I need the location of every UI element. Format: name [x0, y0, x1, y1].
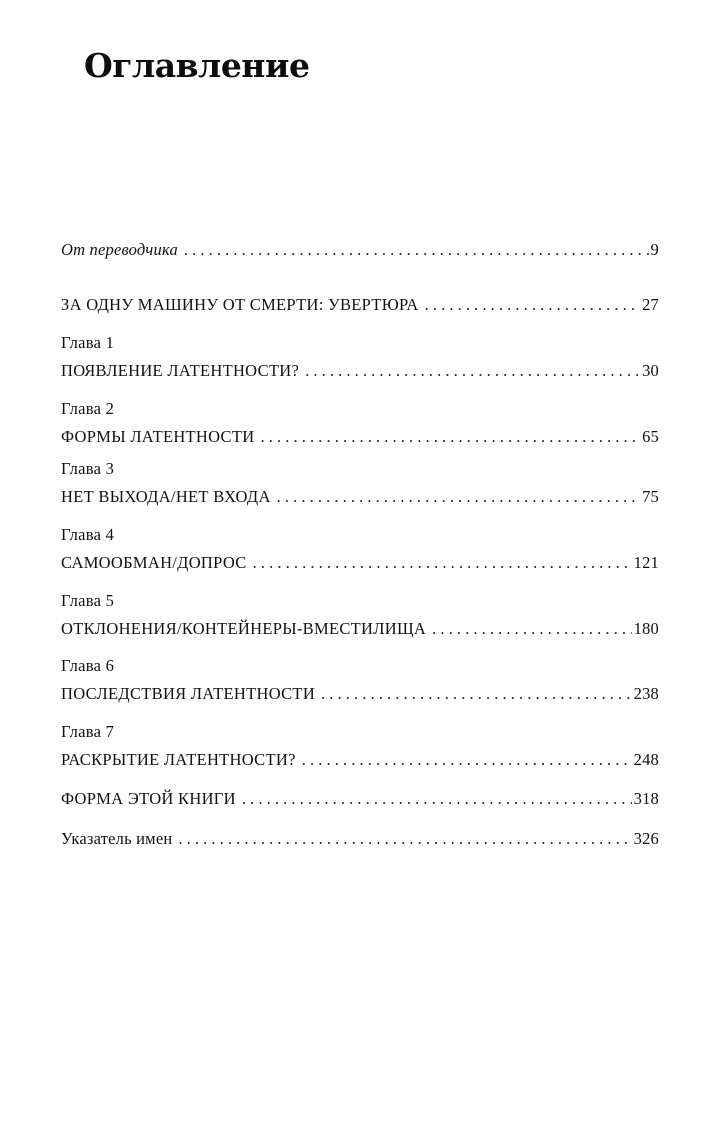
chapter-label-1: Глава 1: [61, 333, 115, 352]
toc-entry-title: ЗА ОДНУ МАШИНУ ОТ СМЕРТИ: УВЕРТЮРА: [61, 295, 419, 314]
table-of-contents: [61, 0, 659, 1123]
toc-page-number: 238: [633, 684, 659, 703]
toc-page-number: 65: [642, 427, 659, 446]
chapter-label-5: Глава 5: [61, 591, 115, 610]
dot-leader: [425, 293, 641, 317]
page-title: Оглавление: [84, 46, 310, 85]
dot-leader: [302, 748, 632, 772]
toc-page-number: 248: [633, 750, 659, 769]
toc-entry-title: ОТКЛОНЕНИЯ/КОНТЕЙНЕРЫ-ВМЕСТИЛИЩА: [61, 619, 427, 638]
toc-entry-chapter-3[interactable]: [61, 485, 659, 509]
toc-entry-index[interactable]: [61, 827, 659, 851]
dot-leader: [178, 827, 631, 851]
toc-entry-title: ПОСЛЕДСТВИЯ ЛАТЕНТНОСТИ: [61, 684, 316, 703]
toc-entry-title: От переводчика: [61, 240, 178, 259]
toc-entry-book-form[interactable]: [61, 787, 659, 811]
toc-entry-chapter-5[interactable]: [61, 617, 659, 641]
toc-entry-overture[interactable]: [61, 293, 659, 317]
toc-entry-title: САМООБМАН/ДОПРОС: [61, 553, 247, 572]
toc-entry-title: НЕТ ВЫХОДА/НЕТ ВХОДА: [61, 487, 271, 506]
dot-leader: [260, 425, 640, 449]
dot-leader: [305, 359, 640, 383]
toc-page-number: 326: [633, 829, 659, 848]
chapter-label-4: Глава 4: [61, 525, 115, 544]
dot-leader: [253, 551, 632, 575]
toc-page-number: 318: [633, 789, 659, 808]
dot-leader: [277, 485, 640, 509]
toc-entry-title: ФОРМЫ ЛАТЕНТНОСТИ: [61, 427, 255, 446]
dot-leader: [242, 787, 632, 811]
toc-entry-title: РАСКРЫТИЕ ЛАТЕНТНОСТИ?: [61, 750, 296, 769]
toc-page-number: 27: [642, 295, 659, 314]
chapter-label-3: Глава 3: [61, 459, 115, 478]
toc-page-number: 121: [633, 553, 659, 572]
dot-leader: [321, 682, 632, 706]
chapter-label-2: Глава 2: [61, 399, 115, 418]
toc-entry-chapter-4[interactable]: [61, 551, 659, 575]
chapter-label-7: Глава 7: [61, 722, 115, 741]
toc-entry-title: ПОЯВЛЕНИЕ ЛАТЕНТНОСТИ?: [61, 361, 300, 380]
toc-entry-chapter-1[interactable]: [61, 359, 659, 383]
toc-page-number: 9: [650, 240, 659, 259]
dot-leader: [432, 617, 632, 641]
toc-page-number: 75: [642, 487, 659, 506]
toc-entry-chapter-2[interactable]: [61, 425, 659, 449]
dot-leader: [184, 238, 649, 262]
toc-entry-title: ФОРМА ЭТОЙ КНИГИ: [61, 789, 236, 808]
toc-entry-chapter-7[interactable]: [61, 748, 659, 772]
toc-entry-chapter-6[interactable]: [61, 682, 659, 706]
toc-entry-title: Указатель имен: [61, 829, 173, 848]
toc-page-number: 180: [633, 619, 659, 638]
chapter-label-6: Глава 6: [61, 656, 115, 675]
toc-entry-translator[interactable]: [61, 238, 659, 262]
toc-page-number: 30: [642, 361, 659, 380]
